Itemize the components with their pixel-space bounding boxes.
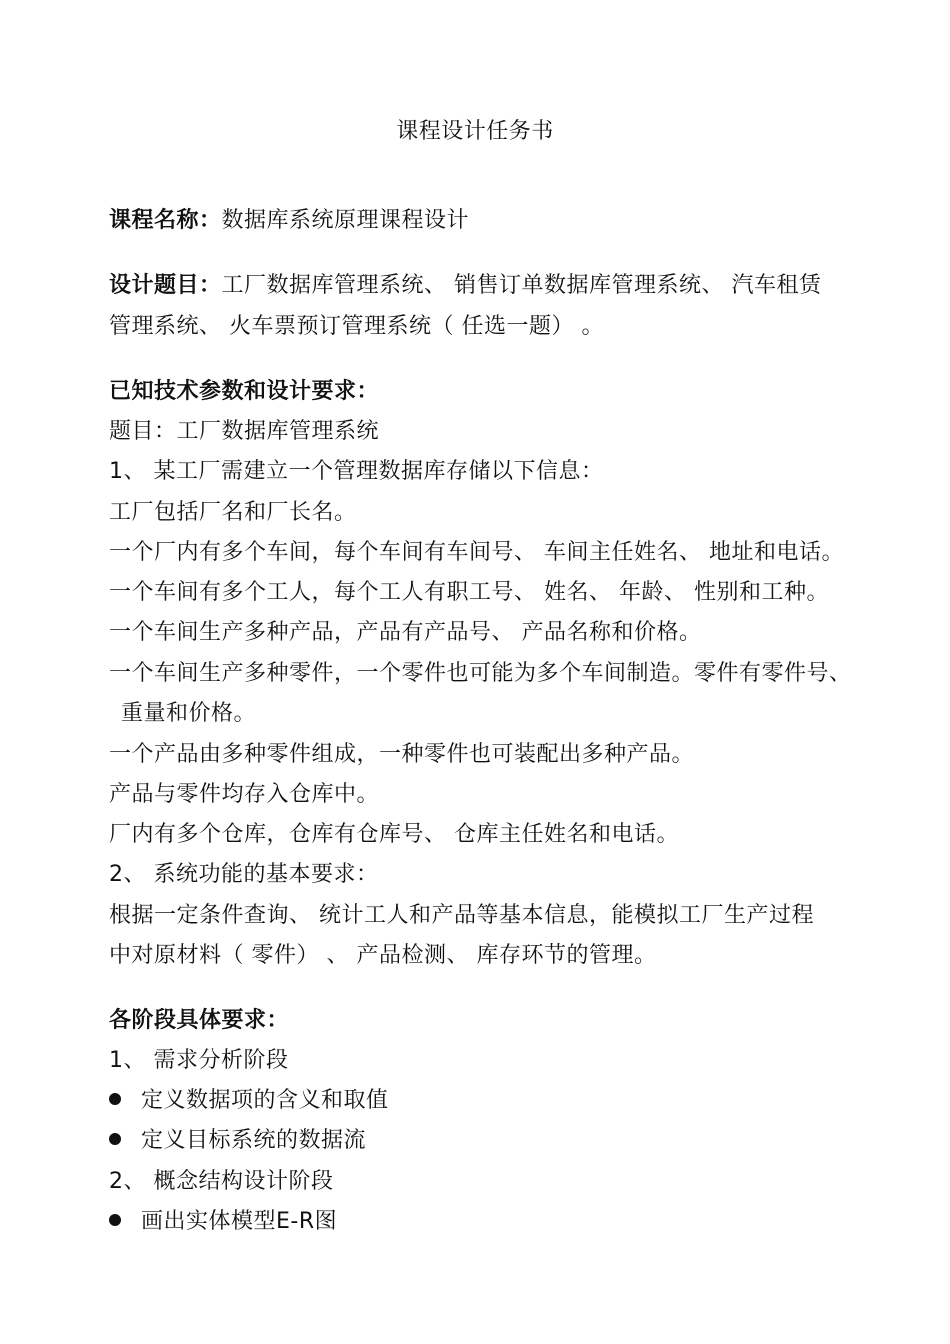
tech-params-heading: 已知技术参数和设计要求： (109, 379, 380, 404)
design-topic-row (109, 270, 822, 302)
text-line: 一个产品由多种零件组成，一种零件也可装配出多种产品。 (109, 742, 695, 767)
text-line: 重量和价格。 (121, 701, 257, 726)
page-title: 课程设计任务书 (396, 119, 554, 144)
bullet-item (109, 1085, 389, 1117)
bullet-icon (109, 1133, 121, 1145)
course-name-value: 数据库系统原理课程设计 (221, 208, 470, 233)
design-topic-label: 设计题目： (109, 273, 222, 298)
bullet-text: 定义目标系统的数据流 (141, 1128, 367, 1153)
stage2-title: 2、 概念结构设计阶段 (109, 1169, 334, 1194)
text-line: 一个车间生产多种零件，一个零件也可能为多个车间制造。零件有零件号、 (109, 661, 852, 686)
text-line: 厂内有多个仓库，仓库有仓库号、 仓库主任姓名和电话。 (109, 822, 679, 847)
text-line: 题目：工厂数据库管理系统 (109, 419, 380, 444)
text-line: 工厂包括厂名和厂长名。 (109, 500, 357, 525)
stage1-title: 1、 需求分析阶段 (109, 1048, 289, 1073)
design-topic-line1: 工厂数据库管理系统、 销售订单数据库管理系统、 汽车租赁 (221, 273, 822, 298)
bullet-text: 画出实体模型E-R图 (141, 1209, 338, 1234)
bullet-text: 定义数据项的含义和取值 (141, 1088, 389, 1113)
text-line: 一个车间生产多种产品，产品有产品号、 产品名称和价格。 (109, 620, 702, 645)
text-line: 产品与零件均存入仓库中。 (109, 782, 380, 807)
text-line: 一个厂内有多个车间，每个车间有车间号、 车间主任姓名、 地址和电话。 (109, 540, 844, 565)
bullet-icon (109, 1214, 121, 1226)
text-line: 一个车间有多个工人，每个工人有职工号、 姓名、 年龄、 性别和工种。 (109, 580, 829, 605)
text-line: 2、 系统功能的基本要求： (109, 862, 379, 887)
text-line: 中对原材料（ 零件） 、 产品检测、 库存环节的管理。 (109, 943, 657, 968)
text-line: 根据一定条件查询、 统计工人和产品等基本信息，能模拟工厂生产过程 (109, 903, 814, 928)
bullet-item (109, 1125, 366, 1157)
course-name-row (109, 205, 469, 237)
bullet-icon (109, 1093, 121, 1105)
course-name-label: 课程名称： (109, 208, 222, 233)
bullet-item (109, 1206, 337, 1238)
design-topic-line2: 管理系统、 火车票预订管理系统（ 任选一题） 。 (109, 314, 604, 339)
text-line: 1、 某工厂需建立一个管理数据库存储以下信息： (109, 459, 604, 484)
stages-heading: 各阶段具体要求： (109, 1008, 290, 1033)
